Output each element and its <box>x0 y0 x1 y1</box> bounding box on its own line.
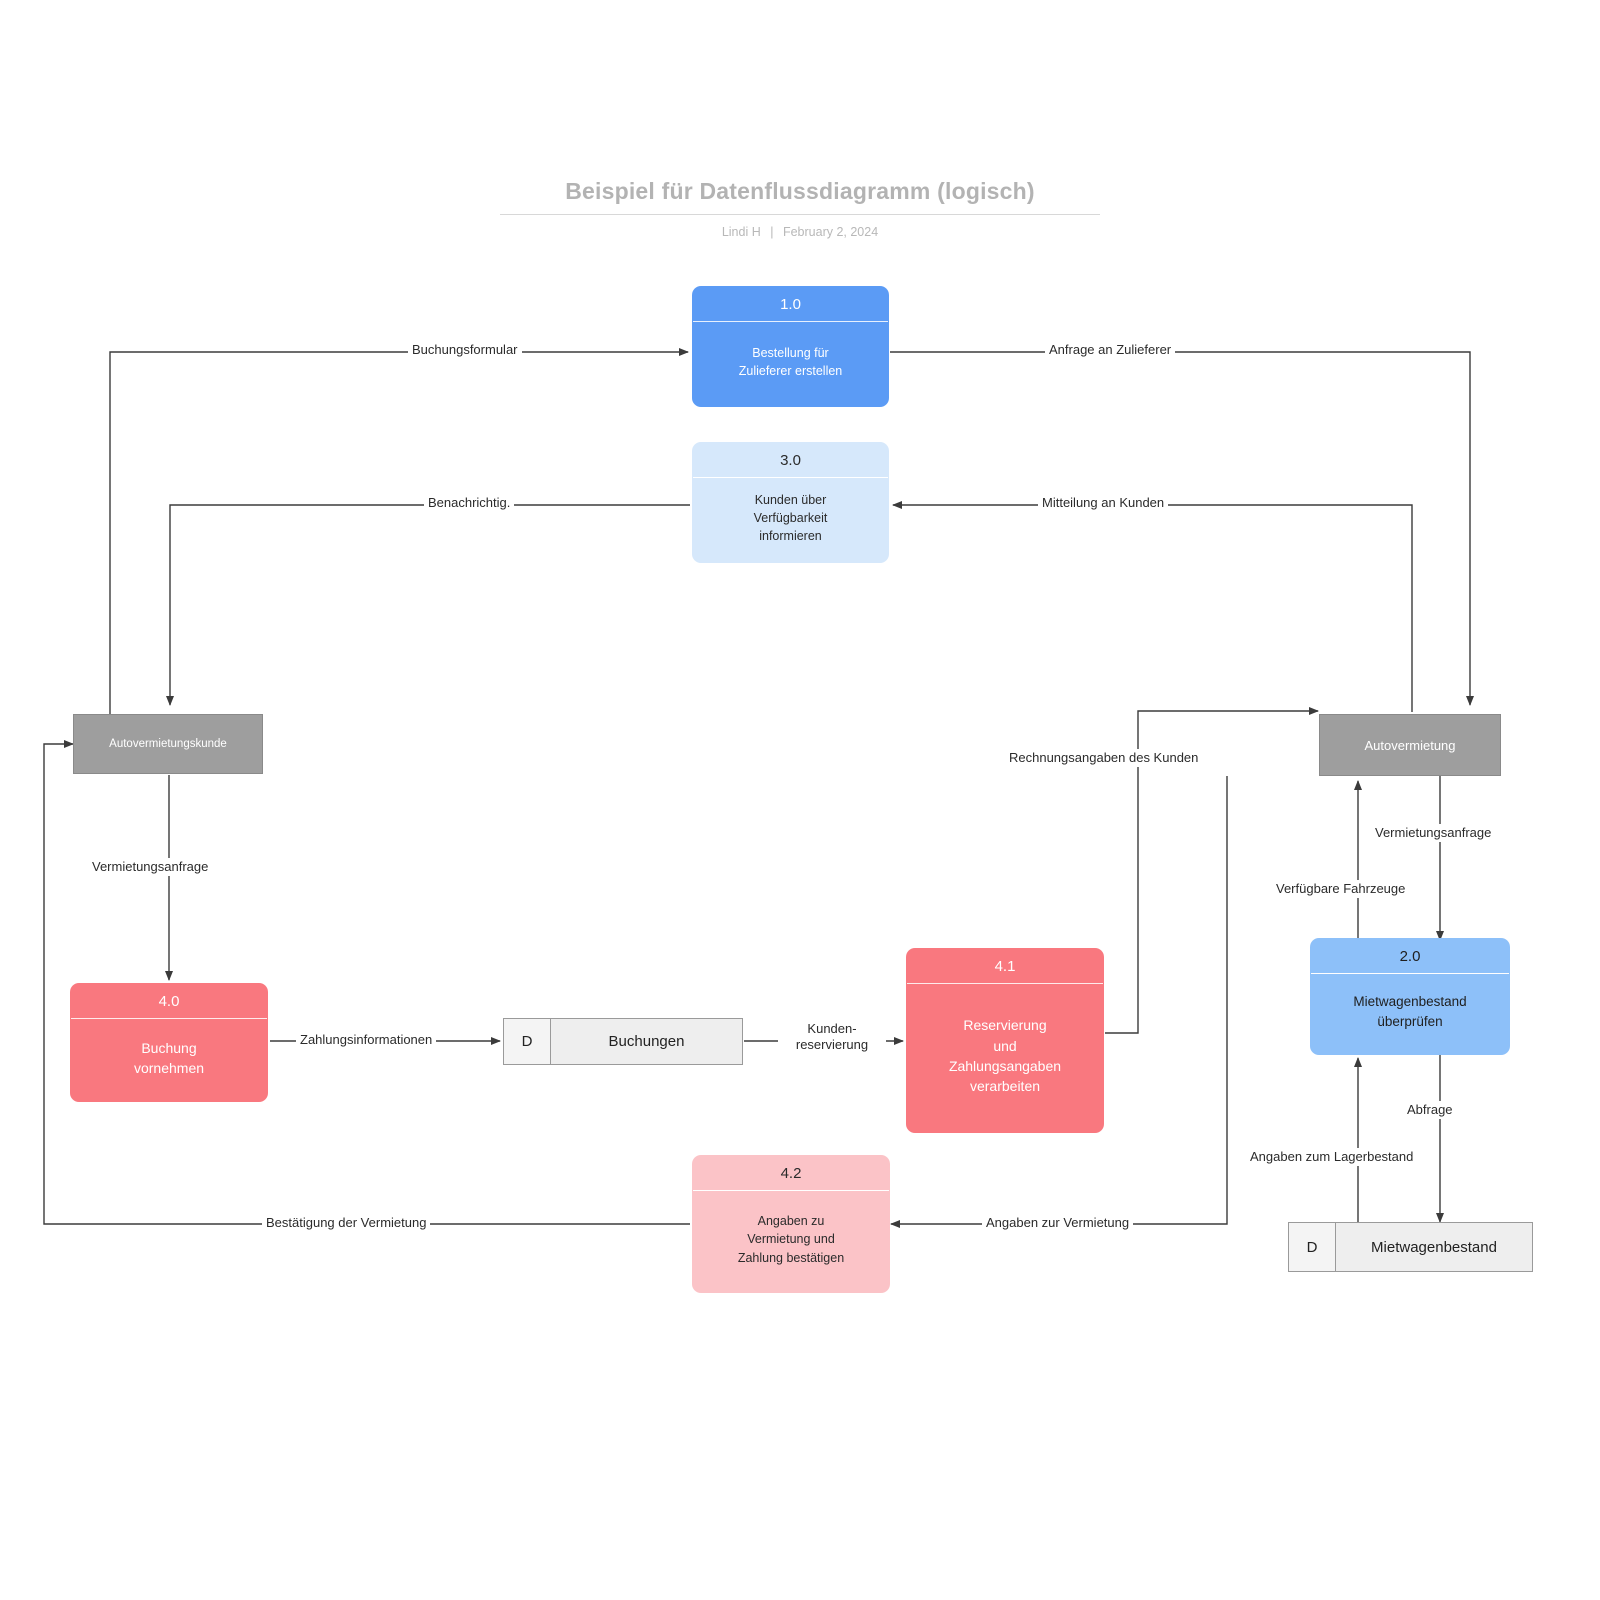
process-4-2-id: 4.2 <box>780 1165 802 1182</box>
datastore-buchungen[interactable] <box>503 1018 743 1065</box>
process-2-0-label: Mietwagenbestand überprüfen <box>1311 973 1509 1054</box>
entity-autovermietung-label: Autovermietung <box>1364 737 1456 753</box>
process-2-0[interactable] <box>1310 938 1510 1055</box>
process-3-0-label: Kunden über Verfügbarkeit informieren <box>693 477 888 562</box>
entity-autovermietungskunde-label: Autovermietungskunde <box>109 738 227 750</box>
process-4-0-id: 4.0 <box>158 993 180 1010</box>
document-date: February 2, 2024 <box>782 225 879 239</box>
flow-mitteilung-an-kunden <box>893 505 1412 712</box>
flow-label-zahlungsinformationen: Zahlungsinformationen <box>296 1031 436 1049</box>
datastore-buchungen-letter: D <box>504 1019 551 1064</box>
flow-label-angaben-zum-lagerbestand: Angaben zum Lagerbestand <box>1246 1148 1417 1166</box>
flow-benachrichtigung <box>170 505 690 705</box>
flow-anfrage-an-zulieferer <box>890 352 1470 705</box>
process-1-0-label: Bestellung für Zulieferer erstellen <box>693 321 888 406</box>
flow-label-buchungsformular: Buchungsformular <box>408 341 522 359</box>
process-4-2-label: Angaben zu Vermietung und Zahlung bestätigen <box>693 1190 889 1292</box>
flow-label-verfuegbare-fahrzeuge: Verfügbare Fahrzeuge <box>1272 880 1409 898</box>
flow-label-abfrage: Abfrage <box>1403 1101 1457 1119</box>
datastore-mietwagenbestand-label: Mietwagenbestand <box>1336 1223 1532 1271</box>
flow-label-angaben-zur-vermietung: Angaben zur Vermietung <box>982 1214 1133 1232</box>
flow-label-mitteilung-an-kunden: Mitteilung an Kunden <box>1038 494 1168 512</box>
process-4-1[interactable] <box>906 948 1104 1133</box>
process-3-0[interactable] <box>692 442 889 563</box>
process-4-1-label: Reservierung und Zahlungsangaben verarbeiten <box>907 983 1103 1132</box>
flow-label-vermietungsanfrage-kunde: Vermietungsanfrage <box>88 858 212 876</box>
process-4-0-label: Buchung vornehmen <box>71 1018 267 1101</box>
process-4-2[interactable] <box>692 1155 890 1293</box>
flow-label-vermietungsanfrage-autovermietung: Vermietungsanfrage <box>1371 824 1495 842</box>
flow-buchungsformular <box>110 352 688 760</box>
entity-autovermietungskunde[interactable] <box>73 714 263 774</box>
process-3-0-id: 3.0 <box>780 452 801 469</box>
process-4-0[interactable] <box>70 983 268 1102</box>
process-1-0-id: 1.0 <box>780 296 801 313</box>
byline-separator: | <box>770 225 774 239</box>
flow-label-kundenreservierung: Kunden- reservierung <box>778 1020 886 1055</box>
flow-label-anfrage-an-zulieferer: Anfrage an Zulieferer <box>1045 341 1175 359</box>
entity-autovermietung[interactable] <box>1319 714 1501 776</box>
flow-label-rechnungsangaben-des-kunden: Rechnungsangaben des Kunden <box>1005 749 1202 767</box>
process-1-0[interactable] <box>692 286 889 407</box>
datastore-mietwagenbestand[interactable] <box>1288 1222 1533 1272</box>
flow-label-bestaetigung-der-vermietung: Bestätigung der Vermietung <box>262 1214 430 1232</box>
datastore-buchungen-label: Buchungen <box>551 1019 742 1064</box>
process-4-1-id: 4.1 <box>994 958 1016 975</box>
process-2-0-id: 2.0 <box>1399 948 1421 965</box>
flow-label-benachrichtigung: Benachrichtig. <box>424 494 514 512</box>
author-name: Lindi H <box>721 225 761 239</box>
datastore-mietwagenbestand-letter: D <box>1289 1223 1336 1271</box>
page-title: Beispiel für Datenflussdiagramm (logisch) <box>500 178 1100 215</box>
